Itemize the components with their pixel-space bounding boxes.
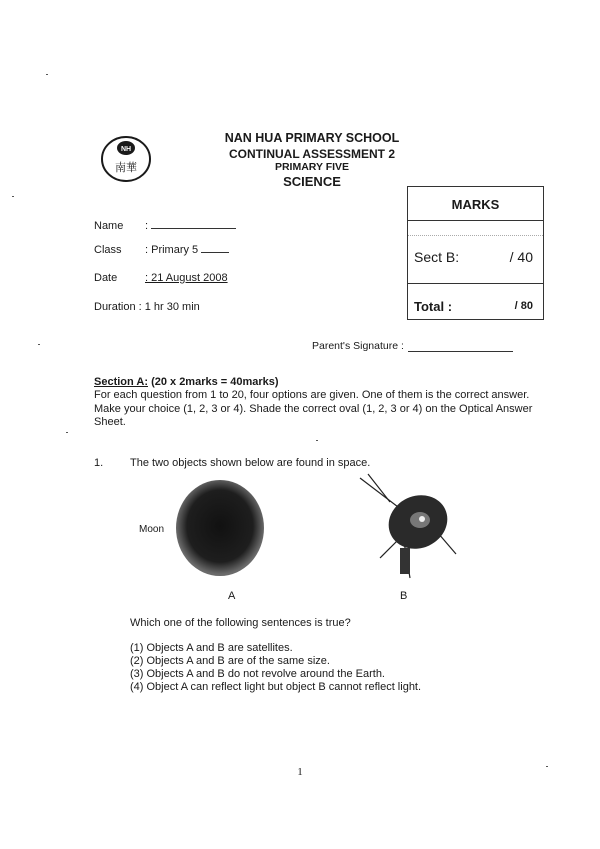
marks-box — [407, 186, 544, 320]
svg-text:NH: NH — [120, 146, 132, 153]
option-1: (1) Objects A and B are satellites. — [130, 642, 293, 654]
marks-title: MARKS — [451, 197, 500, 212]
level-title: PRIMARY FIVE — [274, 161, 350, 173]
section-a-marks: (20 x 2marks = 40marks) — [151, 376, 279, 388]
scan-speck — [316, 440, 318, 441]
school-name: NAN HUA PRIMARY SCHOOL — [224, 131, 400, 145]
scan-speck — [66, 432, 68, 433]
marks-divider — [408, 283, 543, 284]
section-a-instructions: For each question from 1 to 20, four options are given. One of them is the correct answer. Make your choice (1, 2, 3 or 4). Shade the correct oval (1, 2, 3 or 4) on the Optical Answer Sheet. — [94, 389, 533, 428]
question-number: 1. — [94, 457, 104, 469]
class-value: : Primary 5 — [145, 244, 199, 256]
svg-text:南華: 南華 — [115, 161, 137, 174]
caption-b: B — [400, 590, 408, 602]
parent-signature[interactable] — [312, 340, 513, 352]
option-3: (3) Objects A and B do not revolve around the Earth. — [130, 668, 385, 680]
option-4: (4) Object A can reflect light but object B cannot reflect light. — [130, 681, 422, 693]
scan-speck — [12, 196, 14, 197]
signature-label: Parent's Signature : — [312, 340, 404, 352]
scan-speck — [46, 74, 48, 75]
subject-title: SCIENCE — [283, 174, 341, 189]
question-text: The two objects shown below are found in space. — [130, 457, 371, 469]
total-score: / 80 — [514, 300, 533, 312]
moon-image — [175, 478, 265, 578]
assessment-title: CONTINUAL ASSESSMENT 2 — [228, 147, 396, 161]
name-field[interactable] — [145, 220, 236, 232]
answer-options — [130, 642, 421, 694]
date-label: Date — [94, 272, 118, 284]
class-blank — [201, 244, 229, 253]
space-probe-image — [340, 470, 460, 585]
page-number: 1 — [297, 766, 303, 778]
duration-label: Duration : 1 hr 30 min — [94, 301, 200, 313]
total-label: Total : — [414, 299, 453, 314]
option-2: (2) Objects A and B are of the same size. — [130, 655, 330, 667]
sect-b-label: Sect B: — [414, 249, 460, 265]
moon-label: Moon — [139, 524, 165, 535]
caption-a: A — [228, 590, 236, 602]
question-prompt: Which one of the following sentences is true? — [130, 617, 351, 629]
scan-speck — [38, 344, 40, 345]
section-a-title — [94, 376, 279, 388]
sect-b-score: / 40 — [509, 249, 533, 265]
class-field[interactable] — [145, 244, 229, 256]
name-blank — [151, 220, 236, 229]
signature-line — [408, 341, 513, 352]
class-label: Class — [94, 244, 122, 256]
section-a-label: Section A: — [94, 376, 148, 388]
date-value: : 21 August 2008 — [145, 272, 228, 284]
marks-divider — [408, 235, 543, 236]
name-label: Name — [94, 220, 124, 232]
marks-divider — [408, 220, 543, 221]
name-colon: : — [145, 220, 149, 232]
